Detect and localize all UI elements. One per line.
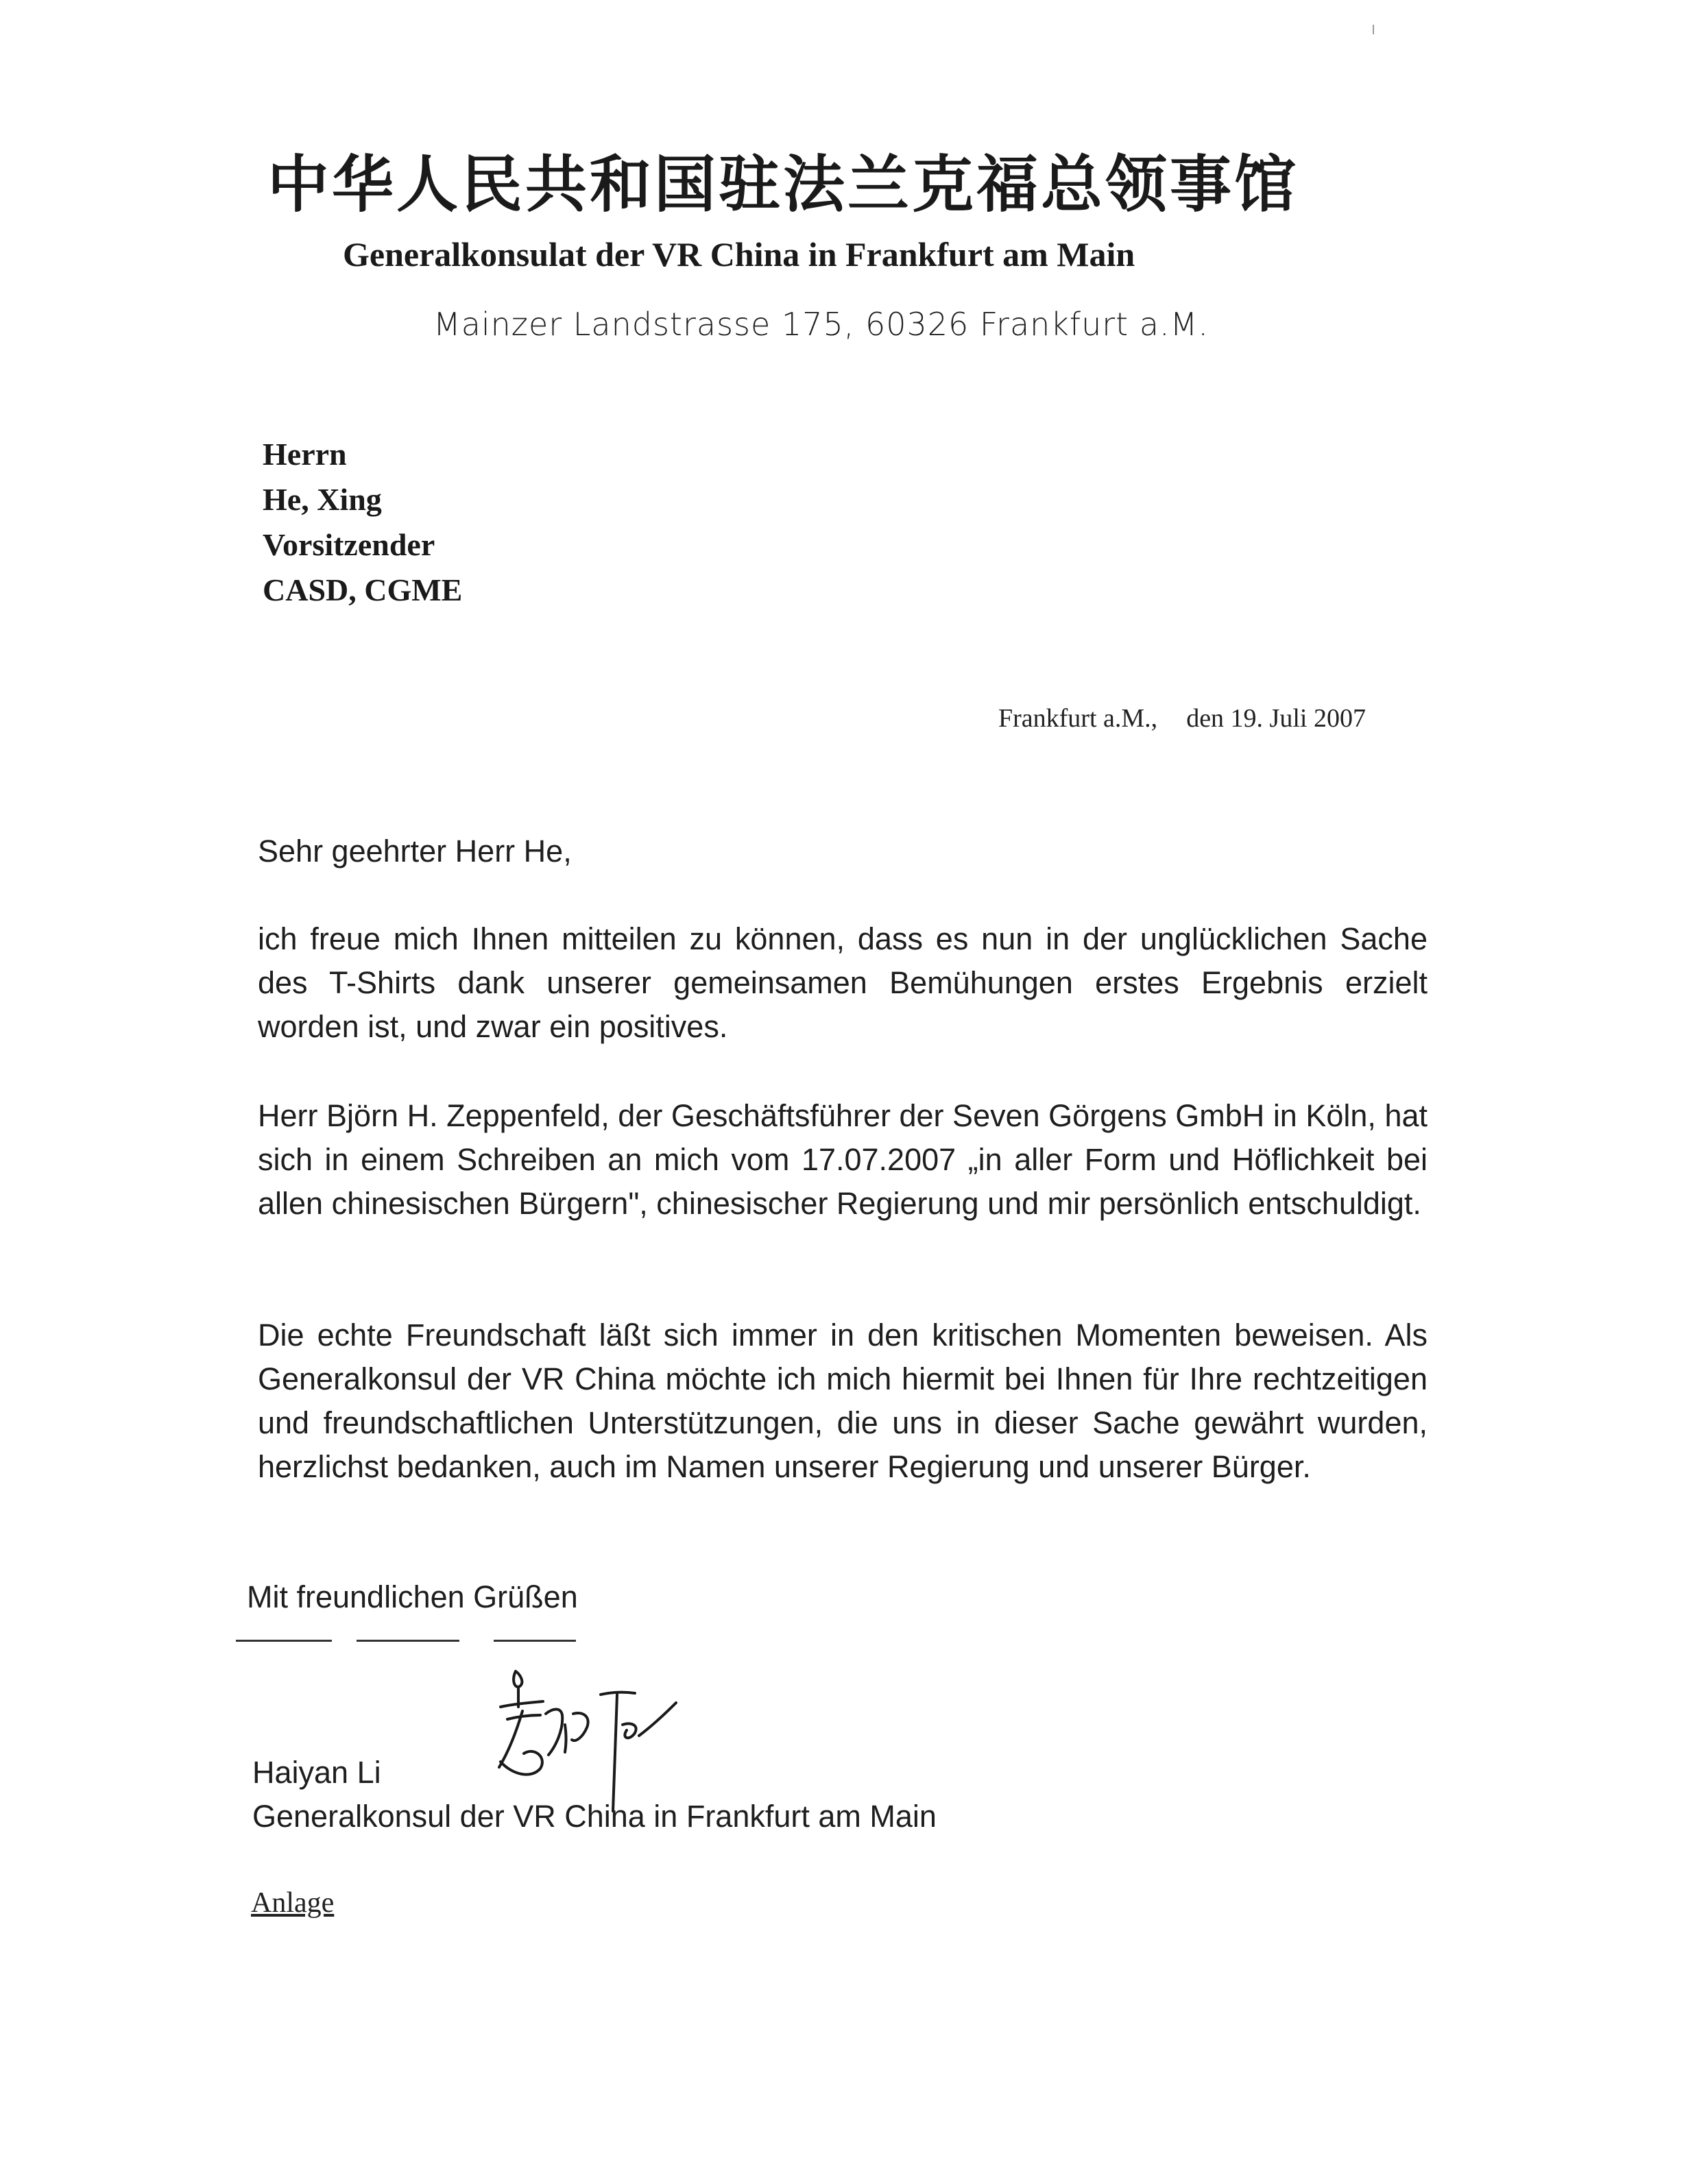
date-place: Frankfurt a.M., (998, 704, 1158, 733)
signer-title: Generalkonsul der VR China in Frankfurt am Main (252, 1799, 937, 1834)
date-text: den 19. Juli 2007 (1186, 704, 1366, 733)
date-line (998, 703, 1366, 733)
handwritten-signature (480, 1659, 686, 1817)
letter-paragraph: Herr Björn H. Zeppenfeld, der Geschäftsführer der Seven Görgens GmbH in Köln, hat sich in einem Schreiben an mich vom 17.07.2007 „in aller Form und Höflichkeit bei allen chinesischen Bürgern", chinesischer Regierung und mir persönlich entschuldigt. (258, 1098, 1428, 1221)
letter-closing: Mit freundlichen Grüßen (247, 1579, 578, 1614)
closing-rule (357, 1640, 459, 1642)
letterhead-german-name: Generalkonsulat der VR China in Frankfurt am Main (343, 235, 1135, 274)
letterhead-address: Mainzer Landstrasse 175, 60326 Frankfurt a.M. (433, 306, 1209, 343)
letter-paragraph: Die echte Freundschaft läßt sich immer in den kritischen Momenten beweisen. Als Generalkonsul der VR China möchte ich mich hiermit bei Ihnen für Ihre rechtzeitigen und freundschaftlichen Unterstützungen, die uns in dieser Sache gewährt wurden, herzlichst bedanken, auch im Namen unserer Regierung und unserer Bürger. (258, 1318, 1428, 1484)
letter-salutation: Sehr geehrter Herr He, (258, 834, 572, 869)
recipient-name: He, Xing (263, 482, 382, 517)
scan-artifact (1373, 25, 1374, 34)
letterhead-chinese-name: 中华人民共和国驻法兰克福总领事馆 (267, 149, 1299, 221)
recipient-salutation-line: Herrn (263, 437, 347, 472)
recipient-block (263, 432, 462, 613)
closing-rule (236, 1640, 332, 1642)
signer-name: Haiyan Li (252, 1755, 381, 1790)
recipient-organization: CASD, CGME (263, 572, 463, 607)
recipient-position: Vorsitzender (263, 527, 435, 562)
enclosure-label: Anlage (251, 1887, 335, 1919)
closing-rule (494, 1640, 576, 1642)
letter-paragraph: ich freue mich Ihnen mitteilen zu können, dass es nun in der unglücklichen Sache des T-Shirts dank unserer gemeinsamen Bemühungen erstes Ergebnis erzielt worden ist, und zwar ein positives. (258, 921, 1428, 1044)
